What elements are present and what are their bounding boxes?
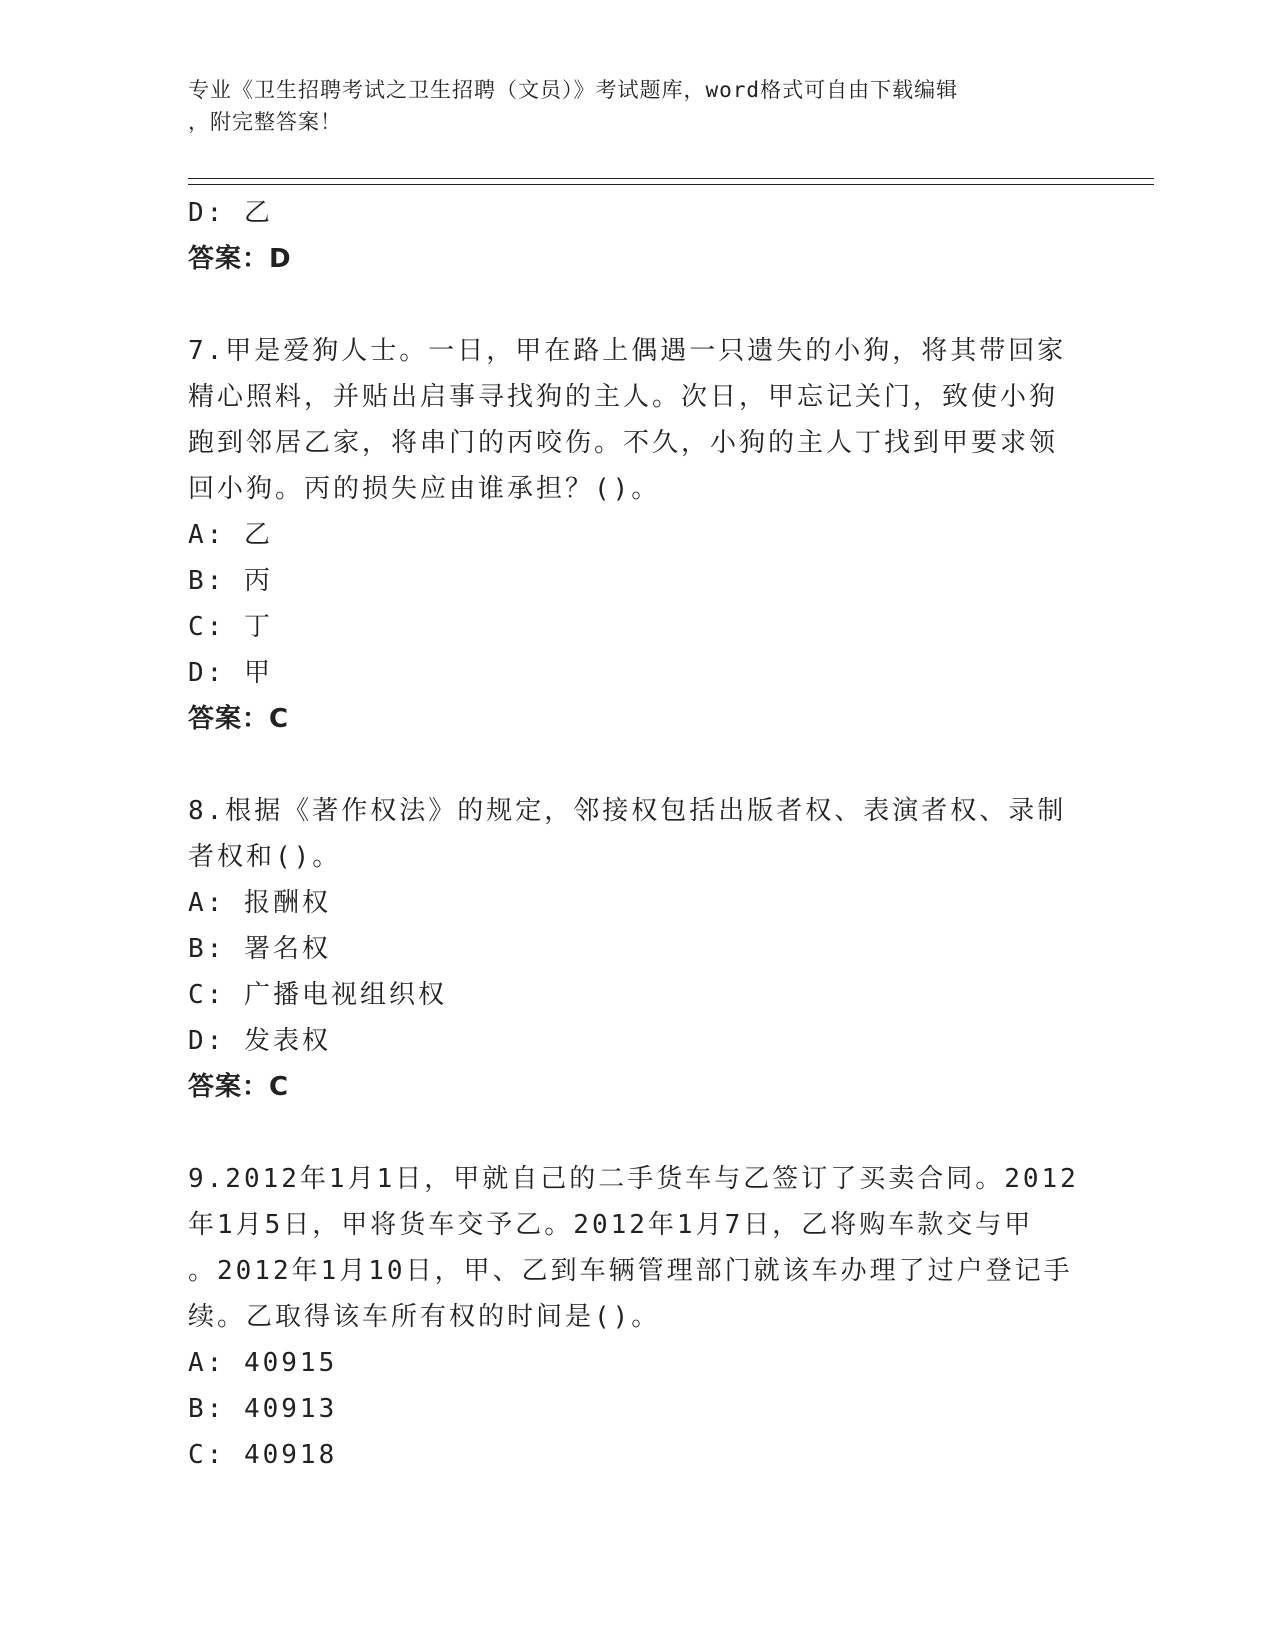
page-header (188, 74, 1088, 138)
question-text: 回小狗。丙的损失应由谁承担？()。 (188, 474, 661, 504)
question-text: 者权和()。 (188, 842, 342, 872)
answer-label: 答案：C (188, 704, 290, 734)
option-b: B: 丙 (188, 566, 273, 596)
document-body (188, 190, 1088, 1478)
option-b: B: 署名权 (188, 934, 331, 964)
question-9 (188, 1156, 1088, 1478)
option-c: C: 40918 (188, 1440, 338, 1470)
header-rule-top (188, 178, 1154, 179)
option-d: D: 发表权 (188, 1026, 331, 1056)
header-line-1: 专业《卫生招聘考试之卫生招聘（文员）》考试题库，word格式可自由下载编辑 (188, 78, 959, 102)
question-text: 7.甲是爱狗人士。一日，甲在路上偶遇一只遗失的小狗，将其带回家 (188, 336, 1067, 366)
answer-label: 答案：D (188, 244, 292, 274)
option-d: D: 乙 (188, 198, 273, 228)
spacer (188, 282, 1088, 328)
question-text: 年1月5日，甲将货车交予乙。2012年1月7日，乙将购车款交与甲 (188, 1210, 1034, 1240)
header-line-2: ，附完整答案！ (188, 110, 342, 134)
question-text: 跑到邻居乙家，将串门的丙咬伤。不久，小狗的主人丁找到甲要求领 (188, 428, 1059, 458)
question-7 (188, 328, 1088, 742)
option-c: C: 丁 (188, 612, 273, 642)
question-8 (188, 788, 1088, 1110)
option-c: C: 广播电视组织权 (188, 980, 447, 1010)
option-a: A: 乙 (188, 520, 273, 550)
option-a: A: 40915 (188, 1348, 338, 1378)
option-a: A: 报酬权 (188, 888, 331, 918)
spacer (188, 1110, 1088, 1156)
question-text: 9.2012年1月1日，甲就自己的二手货车与乙签订了买卖合同。2012 (188, 1164, 1079, 1194)
question-text: 。2012年1月10日，甲、乙到车辆管理部门就该车办理了过户登记手 (188, 1256, 1073, 1286)
option-d: D: 甲 (188, 658, 273, 688)
header-rule-bottom (188, 184, 1154, 185)
question-text: 8.根据《著作权法》的规定，邻接权包括出版者权、表演者权、录制 (188, 796, 1067, 826)
spacer (188, 742, 1088, 788)
question-text: 精心照料，并贴出启事寻找狗的主人。次日，甲忘记关门，致使小狗 (188, 382, 1059, 412)
option-b: B: 40913 (188, 1394, 338, 1424)
answer-label: 答案：C (188, 1072, 290, 1102)
question-text: 续。乙取得该车所有权的时间是()。 (188, 1302, 661, 1332)
